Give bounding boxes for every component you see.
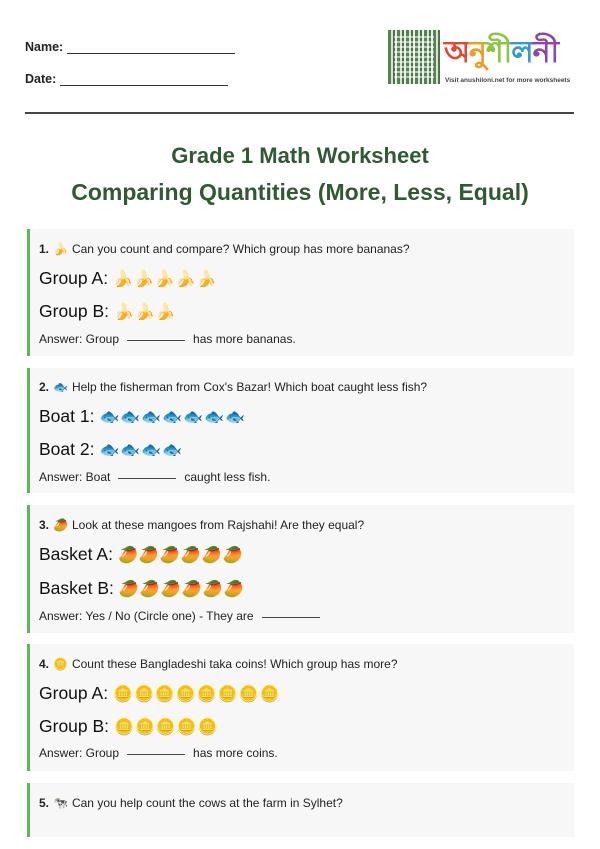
visit-website-text: Visit anushiloni.net for more worksheets <box>445 77 571 84</box>
coin-icon: 🪙 <box>53 657 68 671</box>
banana-icons: 🍌🍌🍌 <box>114 302 177 321</box>
group-row: Group A: 🪙🪙🪙🪙🪙🪙🪙🪙 <box>39 683 281 703</box>
name-label: Name: <box>25 40 64 54</box>
boat-row: Boat 2: 🐟🐟🐟🐟 <box>39 439 184 459</box>
coin-icons: 🪙🪙🪙🪙🪙🪙🪙🪙 <box>113 684 281 703</box>
worksheet-subtitle: Comparing Quantities (More, Less, Equal) <box>71 179 529 205</box>
header-divider <box>25 112 574 114</box>
fish-icons: 🐟🐟🐟🐟 <box>99 440 184 459</box>
banana-icons: 🍌🍌🍌🍌🍌 <box>113 269 218 288</box>
answer-line: Answer: Group has more bananas. <box>39 332 296 346</box>
worksheet-title: Grade 1 Math Worksheet <box>171 143 429 168</box>
answer-blank[interactable] <box>118 477 176 479</box>
mango-icons: 🥭🥭🥭🥭🥭🥭 <box>118 579 245 598</box>
fish-icons: 🐟🐟🐟🐟🐟🐟🐟 <box>99 407 246 426</box>
anushiloni-logo <box>388 30 576 86</box>
question-card-4 <box>27 644 574 771</box>
group-row: Group B: 🍌🍌🍌 <box>39 301 177 321</box>
coin-icons: 🪙🪙🪙🪙🪙 <box>114 717 219 736</box>
date-label: Date: <box>25 72 57 86</box>
fish-icon: 🐟 <box>53 380 68 394</box>
question-card-1 <box>27 229 574 356</box>
brand-wordmark: অনুশীলনী <box>444 35 559 70</box>
date-blank-line[interactable] <box>60 73 228 86</box>
question-prompt: 2. 🐟 Help the fisherman from Cox's Bazar! Which boat caught less fish? <box>39 380 428 394</box>
answer-blank[interactable] <box>127 339 185 341</box>
question-card-5 <box>27 783 574 837</box>
answer-blank[interactable] <box>262 616 320 618</box>
basket-row: Basket B: 🥭🥭🥭🥭🥭🥭 <box>39 578 245 598</box>
boat-row: Boat 1: 🐟🐟🐟🐟🐟🐟🐟 <box>39 406 246 426</box>
name-blank-line[interactable] <box>67 41 235 54</box>
question-prompt: 5. 🐄 Can you help count the cows at the farm in Sylhet? <box>39 796 343 810</box>
mango-icon: 🥭 <box>53 518 68 532</box>
group-row: Group A: 🍌🍌🍌🍌🍌 <box>39 268 218 288</box>
mango-icons: 🥭🥭🥭🥭🥭🥭 <box>117 545 244 564</box>
question-prompt: 3. 🥭 Look at these mangoes from Rajshahi! Are they equal? <box>39 518 365 532</box>
question-card-2 <box>27 368 574 493</box>
cow-icon: 🐄 <box>53 796 68 810</box>
question-prompt: 1. 🍌 Can you count and compare? Which group has more bananas? <box>39 242 410 256</box>
answer-line: Answer: Boat caught less fish. <box>39 470 271 484</box>
answer-blank[interactable] <box>127 753 185 755</box>
name-field[interactable] <box>25 40 235 54</box>
answer-line: Answer: Group has more coins. <box>39 746 278 760</box>
banana-icon: 🍌 <box>53 242 68 256</box>
group-row: Group B: 🪙🪙🪙🪙🪙 <box>39 716 219 736</box>
question-prompt: 4. 🪙 Count these Bangladeshi taka coins! Which group has more? <box>39 657 398 671</box>
basket-row: Basket A: 🥭🥭🥭🥭🥭🥭 <box>39 544 244 564</box>
question-card-3 <box>27 505 574 633</box>
qr-code-icon <box>388 30 440 84</box>
answer-line: Answer: Yes / No (Circle one) - They are <box>39 609 328 623</box>
date-field[interactable] <box>25 72 228 86</box>
